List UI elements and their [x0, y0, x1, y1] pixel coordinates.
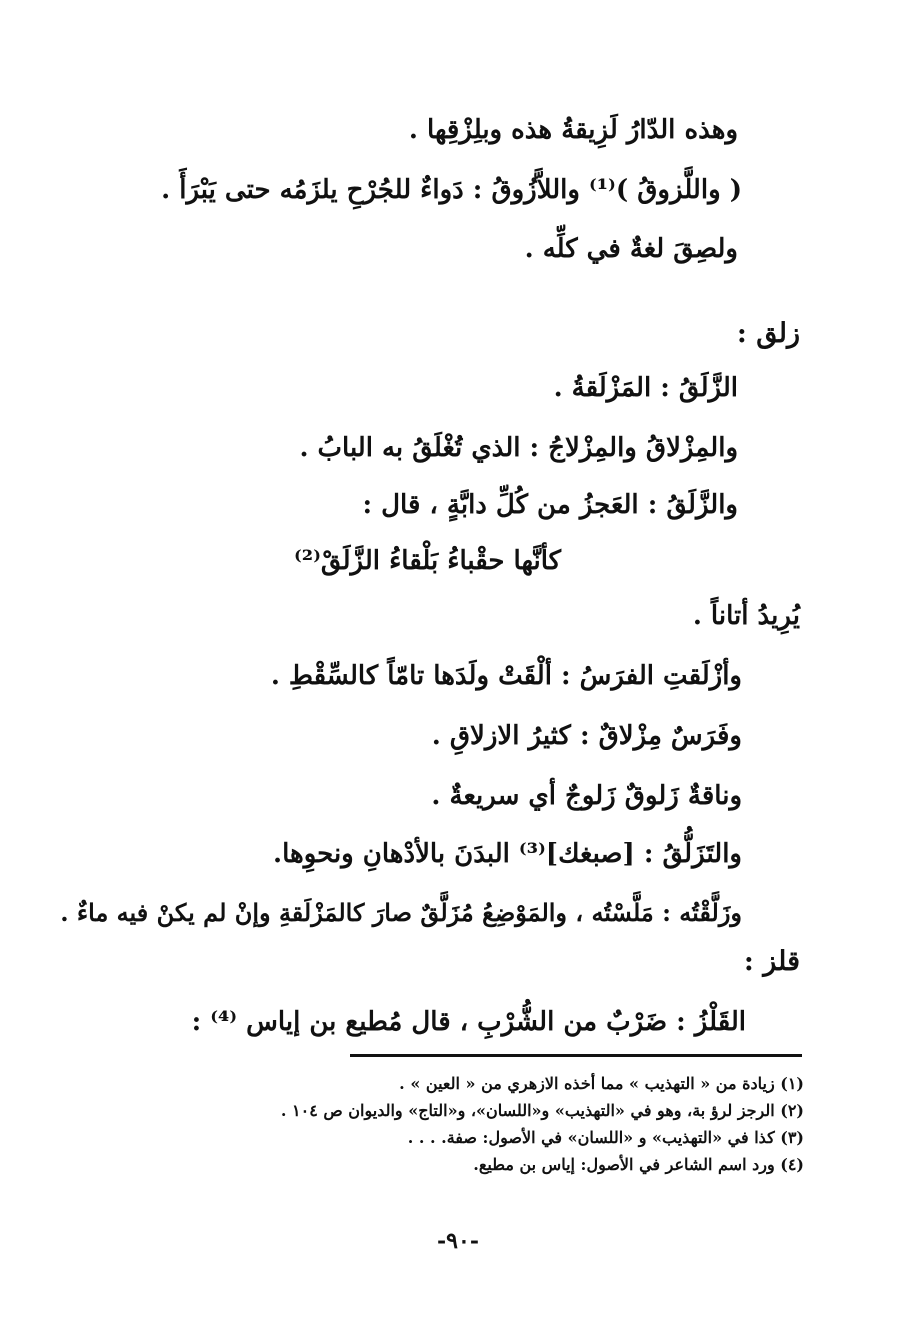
text-line: والتَزَلُّقُ : [صبغك]⁽³⁾ البدَنَ بالأدْهانِ ونحوِها. [273, 839, 742, 869]
text-line: وناقةٌ زَلوقٌ زَلوجٌ أي سريعةٌ . [431, 781, 742, 811]
verse-line: كأنَّها حقْباءُ بَلْقاءُ الزَّلَقْ⁽²⁾ [294, 546, 561, 576]
footnote: (١) زيادة من « التهذيب » مما أخذه الازهري من « العين » . [399, 1074, 804, 1093]
footnote: (٣) كذا في «التهذيب» و «اللسان» في الأصول: صفة. . . . [407, 1128, 804, 1147]
text-line: ولصِقَ لغةٌ في كلِّه . [524, 234, 738, 264]
footnote: (٢) الرجز لرؤ بة، وهو في «التهذيب» و«اللسان»، و«التاج» والديوان ص ١٠٤ . [280, 1101, 804, 1120]
text-line: الزَّلَقُ : المَزْلَقةُ . [553, 373, 738, 403]
text-line: والمِزْلاقُ والمِزْلاجُ : الذي تُغْلَقُ به البابُ . [299, 433, 738, 463]
page-number: -٩٠- [437, 1228, 479, 1254]
text-line: وزَلَّقْتُه : مَلَّسْتُه ، والمَوْضِعُ مُزَلَّقٌ صارَ كالمَزْلَقةِ وإنْ لم يكنْ فيه ماءٌ . [60, 898, 742, 927]
text-line: ( واللَّزوقُ )⁽¹⁾ واللاَّزُوقُ : دَواءٌ للجُرْحِ يلزَمُه حتى يَبْرَأَ . [161, 175, 742, 205]
text-line: القَلْزُ : ضَرْبٌ من الشُّرْبِ ، قال مُطيع بن إياس ⁽⁴⁾ : [191, 1007, 746, 1037]
text-line: يُرِيدُ أتاناً . [692, 601, 800, 631]
text-line: وهذه الدّارُ لَزِيقةُ هذه وبلِزْقِها . [408, 115, 738, 145]
text-line: وفَرَسٌ مِزْلاقٌ : كثيرُ الازلاقِ . [431, 721, 742, 751]
footnote-divider [350, 1054, 802, 1057]
footnote: (٤) ورد اسم الشاعر في الأصول: إياس بن مطيع. [473, 1155, 804, 1174]
text-line: وأزْلَقتِ الفرَسُ : ألْقَتْ ولَدَها تامّاً كالسِّقْطِ . [270, 661, 742, 691]
entry-heading-qlz: قلز : [743, 946, 800, 977]
entry-heading-zlq: زلق : [736, 318, 800, 349]
text-line: والزَّلَقُ : العَجزُ من كُلِّ دابَّةٍ ، قال : [362, 490, 738, 520]
